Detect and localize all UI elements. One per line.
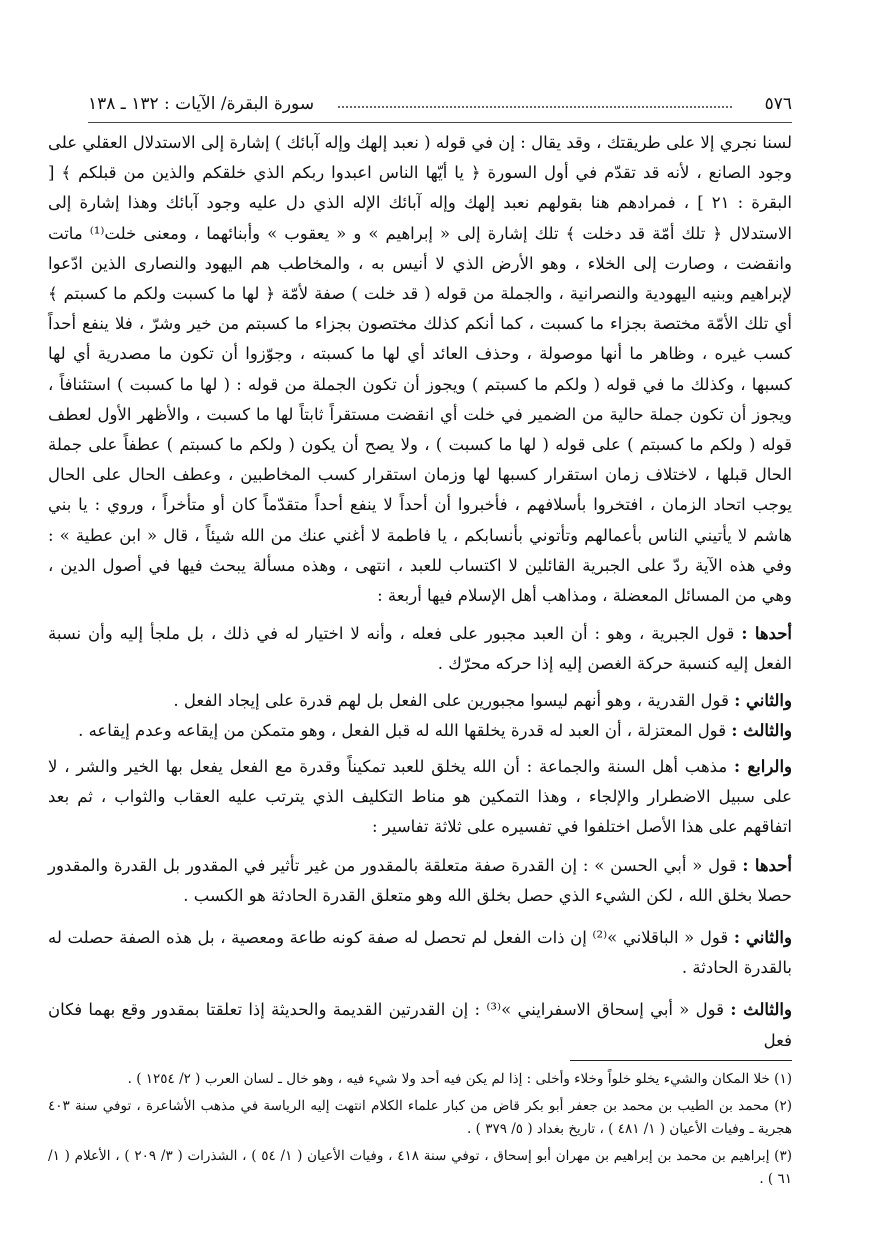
footnote-2: (٢) محمد بن الطيب بن محمد بن جعفر أبو بكر قاض من كبار علماء الكلام انتهت إليه الرياسة في مذهب الأشاعرة ، توفي سنة ٤٠٣ هجرية ـ وفيات الأعيان ( ١/ ٤٨١ ) ، تاريخ بغداد ( ٥/ ٣٧٩ ) . [48, 1098, 792, 1137]
footnotes [48, 1068, 792, 1191]
header-leader-dots [338, 106, 732, 108]
paragraph-baqillani [48, 923, 792, 983]
paragraph-intro: لسنا نجري إلا على طريقتك ، وقد يقال : إن في قوله ( نعبد إلهك وإله آبائك ) إشارة إلى الاستدلال العقلي على وجود الصانع ، لأنه قد تقدّم في أول السورة ﴿ يا أيّها الناس اعبدوا ربكم الذي خلقكم والذين من قبلكم ﴾ [ البقرة : ٢١ ] ، فمرادهم هنا بقولهم نعبد إلهك وإله آبائك الإله الذي دل عليه وجود آبائك وهذا إشارة إلى الاستدلال ﴿ تلك أمّة قد دخلت ﴾ تلك إشارة إلى « إبراهيم » و « يعقوب » وأبنائهما ، ومعنى خلت⁽¹⁾ ماتت وانقضت ، وصارت إلى الخلاء ، وهو الأرض الذي لا أنيس به ، والمخاطب هم اليهود والنصارى الذين ادّعوا لإبراهيم وبنيه اليهودية والنصرانية ، والجملة من قوله ( قد خلت ) صفة لأمّة ﴿ لها ما كسبت ولكم ما كسبتم ﴾ أي تلك الأمّة مختصة بجزاء ما كسبت ، كما أنكم كذلك مختصون بجزاء ما كسبتم من خير وشرّ ، فلا ينفع أحداً كسب غيره ، وظاهر ما أنها موصولة ، وحذف العائد أي لها ما كسبته ، وجوّزوا أن تكون ما مصدرية أي لها كسبها ، وكذلك ما في قوله ( ولكم ما كسبتم ) ويجوز أن تكون الجملة من قوله : ( لها ما كسبت ) استئنافاً ، ويجوز أن تكون جملة حالية من الضمير في خلت أي انقضت مستقراً ثابتاً لها ما كسبت ، والأظهر الأول لعطف قوله ( ولكم ما كسبتم ) على قوله ( لها ما كسبت ) ، ولا يصح أن يكون ( ولكم ما كسبتم ) عطفاً على جملة الحال قبلها ، لاختلاف زمان استقرار كسبها لها وزمان استقرار كسب المخاطبين ، وعطف الحال على الحال يوجب اتحاد الزمان ، افتخروا بأسلافهم ، فأخبروا أن أحداً لا ينفع أحداً متقدّماً كان أو متأخراً ، وروي : يا بني هاشم لا يأتيني الناس بأعمالهم وتأتوني بأنسابكم ، يا فاطمة لا أغني عنك من الله شيئاً ، قال « ابن عطية » : وفي هذه الآية ردّ على الجبرية القائلين لا اكتساب للعبد ، انتهى ، وهذه مسألة يبحث فيها في أصول الدين ، وهي من المسائل المعضلة ، ومذاهب أهل الإسلام فيها أربعة : [48, 133, 792, 606]
paragraph-lead: والرابع : [733, 757, 793, 777]
paragraph-lead: أحدها : [742, 855, 792, 875]
paragraph-text: قول القدرية ، وهو أنهم ليسوا مجبورين على الفعل بل لهم قدرة على إيجاد الفعل . [173, 690, 735, 710]
paragraph-text: قول « أبي الحسن » : إن القدرة صفة متعلقة بالمقدور من غير تأثير في المقدور بل القدرة والمقدور حصلا بخلق الله ، لكن الشيء الذي حصل بخلق الله وهو متعلق القدرة الحادثة هو الكسب . [48, 855, 792, 905]
footnote-1: (١) خلا المكان والشيء يخلو خلواً وخلاء وأخلى : إذا لم يكن فيه أحد ولا شيء فيه ، وهو خال ـ لسان العرب ( ٢/ ١٢٥٤ ) . [127, 1071, 792, 1087]
footnote-3: (٣) إبراهيم بن محمد بن إبراهيم بن مهران أبو إسحاق ، توفي سنة ٤١٨ ، وفيات الأعيان ( ١/ ٥٤ ) ، الشذرات ( ٣/ ٢٠٩ ) ، الأعلام ( ١/ ٦١ ) . [48, 1148, 792, 1187]
paragraph-lead: والثالث : [731, 720, 792, 740]
paragraph-text: قول « أبي إسحاق الاسفرايني »⁽³⁾ : إن القدرتين القديمة والحديثة إذا تعلقتا بمقدور وقع بهما فكان فعل [48, 1000, 792, 1050]
paragraph-lead: والثاني : [733, 928, 792, 948]
main-text [48, 128, 792, 1056]
page-number: ٥٧٦ [764, 94, 792, 114]
paragraph-abu-hasan [48, 851, 792, 911]
running-title: سورة البقرة/ الآيات : ١٣٢ ـ ١٣٨ [88, 94, 315, 114]
paragraph-lead: أحدها : [741, 624, 792, 644]
paragraph-lead: والثاني : [734, 690, 792, 710]
paragraph-lead: والثالث : [730, 1000, 792, 1020]
paragraph-text: قول « الباقلاني »⁽²⁾ إن ذات الفعل لم تحصل له صفة كونه طاعة ومعصية ، بل هذه الصفة حصلت له بالقدرة الحادثة . [48, 928, 792, 978]
page-header [88, 92, 792, 123]
paragraph-qadariyya [48, 686, 792, 716]
paragraph-ahl-sunna [48, 752, 792, 843]
paragraph-text: مذهب أهل السنة والجماعة : أن الله يخلق للعبد تمكيناً وقدرة مع الفعل يفعل بها الخير والشر ، لا على سبيل الاضطرار والإلجاء ، وهذا التمكين هو مناط التكليف الذي يترتب عليه العقاب والثواب ، ثم بعد اتفاقهم على هذا الأصل اختلفوا في تفسيره على ثلاثة تفاسير : [48, 757, 792, 837]
paragraph-mutazila [48, 716, 792, 746]
footnote-divider [570, 1060, 792, 1061]
paragraph-jabriyya [48, 619, 792, 679]
paragraph-text: قول المعتزلة ، أن العبد له قدرة يخلقها الله له قبل الفعل ، وهو متمكن من إيقاعه وعدم إيقاعه . [78, 720, 732, 740]
paragraph-text: قول الجبرية ، وهو : أن العبد مجبور على فعله ، وأنه لا اختيار له في ذلك ، بل ملجأ إليه وأن نسبة الفعل إليه كنسبة حركة الغصن إليه إذا حركه محرّك . [48, 624, 792, 674]
paragraph-isfarayini [48, 995, 792, 1055]
